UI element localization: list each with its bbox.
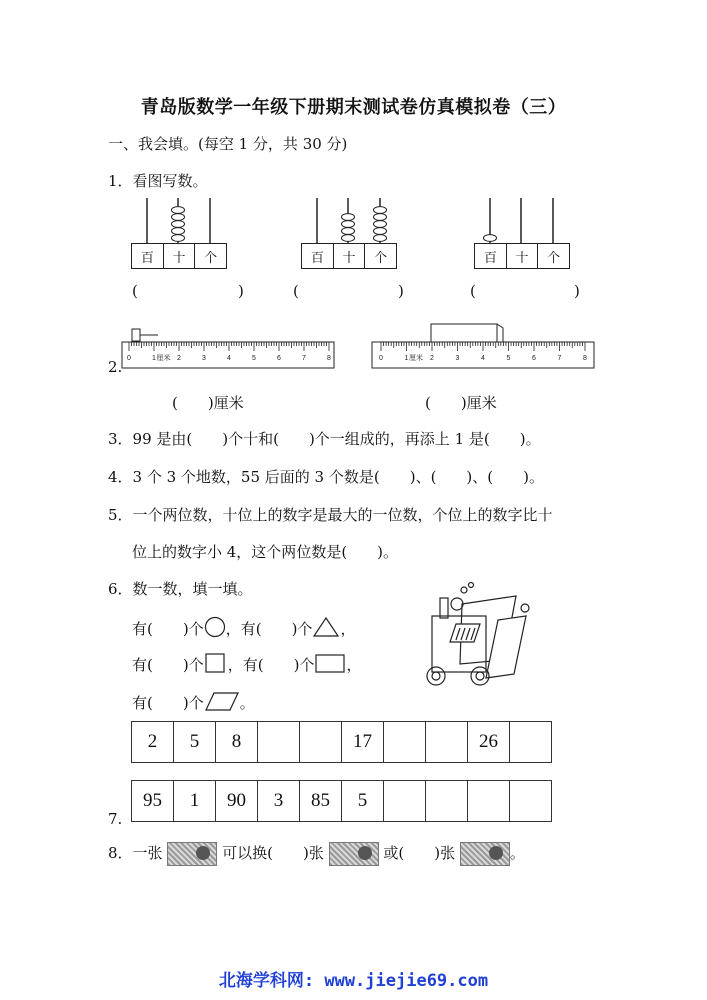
q1-label: 1．看图写数。 (108, 172, 208, 190)
ruler-number: 8 (583, 355, 587, 362)
abacus-bead (374, 207, 387, 214)
ruler-number: 4 (481, 355, 485, 362)
q1-answer-open-2[interactable]: ( (293, 282, 299, 300)
number-cell: 5 (342, 781, 384, 822)
ruler-unit: 厘米 (156, 355, 171, 362)
q2-answer-2[interactable]: ( )厘米 (425, 394, 497, 412)
abacus-bead (374, 221, 387, 228)
q8-text-1: 8．一张 (108, 844, 163, 862)
banknote-icon-3 (460, 842, 510, 866)
number-cell: 95 (132, 781, 174, 822)
number-cell: 90 (216, 781, 258, 822)
q8-period: 。 (509, 844, 525, 862)
q6-count-circle[interactable]: 有( )个 (132, 620, 204, 638)
q6-comma: ， (340, 620, 356, 638)
blank-cell[interactable] (510, 781, 552, 822)
ruler-number: 8 (327, 355, 331, 362)
q5-text-line2: 位上的数字小 4，这个两位数是( )。 (132, 543, 399, 561)
abacus-bead (484, 235, 497, 242)
q5-text-line1: 5．一个两位数，十位上的数字是最大的一位数，个位上的数字比十 (108, 506, 553, 524)
q1-answer-close-3: ) (574, 282, 580, 300)
q1-answer-open-3[interactable]: ( (470, 282, 476, 300)
page-title: 青岛版数学一年级下册期末测试卷仿真模拟卷（三） (140, 97, 567, 118)
rectangle-icon (314, 652, 346, 674)
place-hundreds: 百 (310, 250, 324, 266)
place-ones: 个 (364, 244, 396, 268)
q6-count-rectangle[interactable]: ，有( )个 (227, 656, 315, 674)
q6-label: 6．数一数，填一填。 (108, 580, 253, 598)
q1-answer-close-1: ) (238, 282, 244, 300)
banknote-icon-1 (167, 842, 217, 866)
q6-count-parallelogram[interactable]: 有( )个 (132, 694, 204, 712)
abacus-bead (172, 214, 185, 221)
blank-cell[interactable] (300, 722, 342, 763)
ruler-number: 7 (557, 355, 562, 362)
number-cell: 3 (258, 781, 300, 822)
q8-answer-2[interactable]: 或( )张 (383, 844, 456, 862)
abacus-1-labels (131, 243, 227, 269)
number-cell: 1 (174, 781, 216, 822)
shape-vehicle-figure (418, 578, 538, 690)
abacus-bead (342, 235, 355, 242)
blank-cell[interactable] (258, 722, 300, 763)
blank-cell[interactable] (510, 722, 552, 763)
ruler-1 (122, 329, 334, 368)
ruler-number: 7 (302, 355, 306, 362)
abacus-bead (374, 214, 387, 221)
number-cell: 17 (342, 722, 384, 763)
ruler-number: 0 (379, 355, 383, 362)
q2-answer-1[interactable]: ( )厘米 (172, 394, 244, 412)
number-cell: 26 (468, 722, 510, 763)
blank-cell[interactable] (384, 722, 426, 763)
place-ones: 个 (537, 244, 569, 268)
abacus-bead (342, 221, 355, 228)
abacus-bead (172, 228, 185, 235)
ruler-number: 2 (177, 355, 181, 362)
blank-cell[interactable] (426, 781, 468, 822)
ruler-unit: 厘米 (409, 355, 424, 362)
ruler-number: 4 (227, 355, 231, 362)
number-cell: 8 (216, 722, 258, 763)
abacus-bead (172, 221, 185, 228)
ruler-number: 3 (202, 355, 206, 362)
place-hundreds: 百 (483, 250, 497, 266)
abacus-bead (342, 228, 355, 235)
place-tens: 十 (333, 244, 365, 268)
place-tens: 十 (163, 244, 195, 268)
ruler-number: 6 (532, 355, 536, 362)
q7-number-row-2 (131, 780, 552, 822)
abacus-bead (374, 235, 387, 242)
blank-cell[interactable] (384, 781, 426, 822)
abacus-2-labels (301, 243, 397, 269)
place-hundreds: 百 (140, 250, 154, 266)
q6-count-triangle[interactable]: ，有( )个 (225, 620, 313, 638)
q6-period: 。 (239, 694, 255, 712)
place-tens: 十 (506, 244, 538, 268)
ruler-number: 5 (506, 355, 511, 362)
q7-label: 7. (108, 810, 123, 828)
ruler-number: 2 (430, 355, 434, 362)
abacus-bead (172, 235, 185, 242)
footer-watermark: 北海学科网: www.jiejie69.com (218, 971, 489, 991)
place-ones: 个 (194, 244, 226, 268)
ruler-figures (120, 322, 600, 374)
number-cell: 2 (132, 722, 174, 763)
ruler-number: 0 (127, 355, 131, 362)
ruler-number: 3 (455, 355, 460, 362)
q1-answer-open-1[interactable]: ( (132, 282, 138, 300)
q6-comma: ， (346, 656, 362, 674)
eraser-icon (431, 324, 503, 342)
abacus-bead (172, 207, 185, 214)
parallelogram-icon (204, 690, 240, 712)
square-icon (204, 652, 228, 674)
ruler-number: 1 (152, 355, 156, 362)
q6-row3 (132, 690, 255, 713)
triangle-icon (312, 616, 340, 638)
q4-text: 4．3 个 3 个地数，55 后面的 3 个数是( )、( )、( )。 (108, 468, 544, 486)
q7-number-row-1 (131, 721, 552, 763)
abacus-3-labels (474, 243, 570, 269)
q1-answer-close-2: ) (398, 282, 404, 300)
number-cell: 5 (174, 722, 216, 763)
abacus-3 (490, 198, 553, 243)
section-heading: 一、我会填。(每空 1 分，共 30 分) (108, 135, 348, 153)
q2-label: 2. (108, 358, 123, 376)
blank-cell[interactable] (426, 722, 468, 763)
ruler-number: 1 (404, 355, 409, 362)
ruler-number: 5 (252, 355, 256, 362)
circle-icon (204, 616, 226, 638)
q3-text: 3．99 是由( )个十和( )个一组成的，再添上 1 是( )。 (108, 430, 541, 448)
q6-row1 (132, 616, 355, 639)
abacus-bead (342, 214, 355, 221)
abacus-bead (374, 228, 387, 235)
q8-answer-1[interactable]: 可以换( )张 (222, 844, 324, 862)
banknote-icon-2 (329, 842, 379, 866)
q6-row2 (132, 652, 361, 675)
q8-row (108, 842, 525, 866)
q6-count-square[interactable]: 有( )个 (132, 656, 204, 674)
ruler-number: 6 (277, 355, 281, 362)
number-cell: 85 (300, 781, 342, 822)
nail-icon (132, 329, 158, 341)
blank-cell[interactable] (468, 781, 510, 822)
